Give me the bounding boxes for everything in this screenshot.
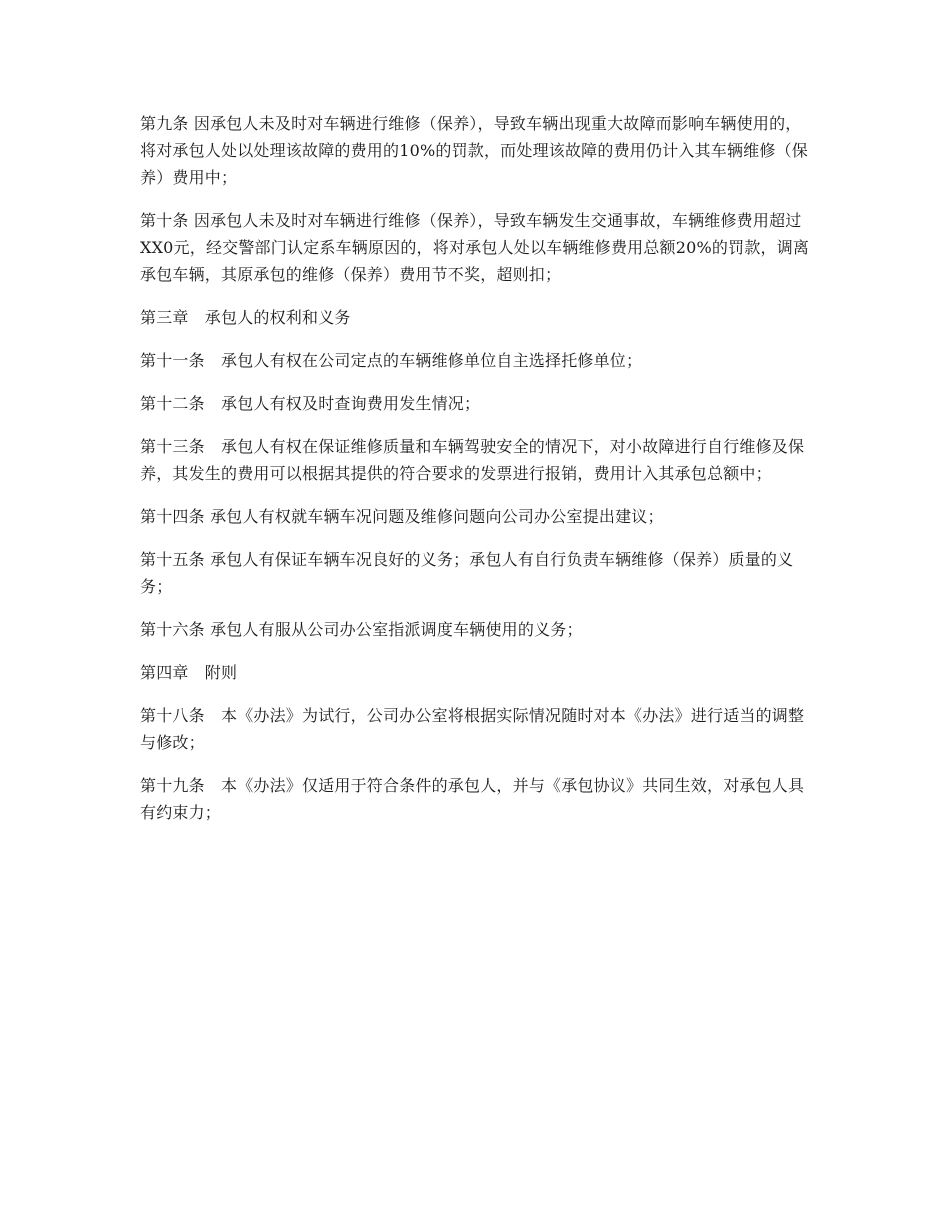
- article-13-paragraph: 第十三条 承包人有权在保证维修质量和车辆驾驶安全的情况下，对小故障进行自行维修及保养，其发生的费用可以根据其提供的符合要求的发票进行报销，费用计入其承包总额中；: [140, 437, 805, 483]
- article-11-paragraph: 第十一条 承包人有权在公司定点的车辆维修单位自主选择托修单位；: [140, 351, 643, 370]
- article-19-paragraph: 第十九条 本《办法》仅适用于符合条件的承包人，并与《承包协议》共同生效，对承包人具有约束力；: [140, 776, 805, 822]
- article-12-paragraph: 第十二条 承包人有权及时查询费用发生情况；: [140, 394, 481, 413]
- article-18-paragraph: 第十八条 本《办法》为试行，公司办公室将根据实际情况随时对本《办法》进行适当的调整与修改；: [140, 706, 805, 752]
- chapter-3-heading: 第三章 承包人的权利和义务: [140, 308, 351, 327]
- article-14-paragraph: 第十四条 承包人有权就车辆车况问题及维修问题向公司办公室提出建议；: [140, 507, 664, 526]
- article-10-paragraph: 第十条 因承包人未及时对车辆进行维修（保养），导致车辆发生交通事故，车辆维修费用超过XX0元，经交警部门认定系车辆原因的，将对承包人处以车辆维修费用总额20%的罚款，调离承包车辆，其原承包的维修（保养）费用节不奖，超则扣；: [140, 211, 810, 284]
- article-16-paragraph: 第十六条 承包人有服从公司办公室指派调度车辆使用的义务；: [140, 620, 583, 639]
- article-15-paragraph: 第十五条 承包人有保证车辆车况良好的义务；承包人有自行负责车辆维修（保养）质量的义务；: [140, 550, 794, 596]
- article-9-paragraph: 第九条 因承包人未及时对车辆进行维修（保养），导致车辆出现重大故障而影响车辆使用的，将对承包人处以处理该故障的费用的10%的罚款，而处理该故障的费用仍计入其车辆维修（保养）费用中；: [140, 114, 808, 187]
- chapter-4-heading: 第四章 附则: [140, 663, 238, 682]
- document-body: [140, 110, 812, 842]
